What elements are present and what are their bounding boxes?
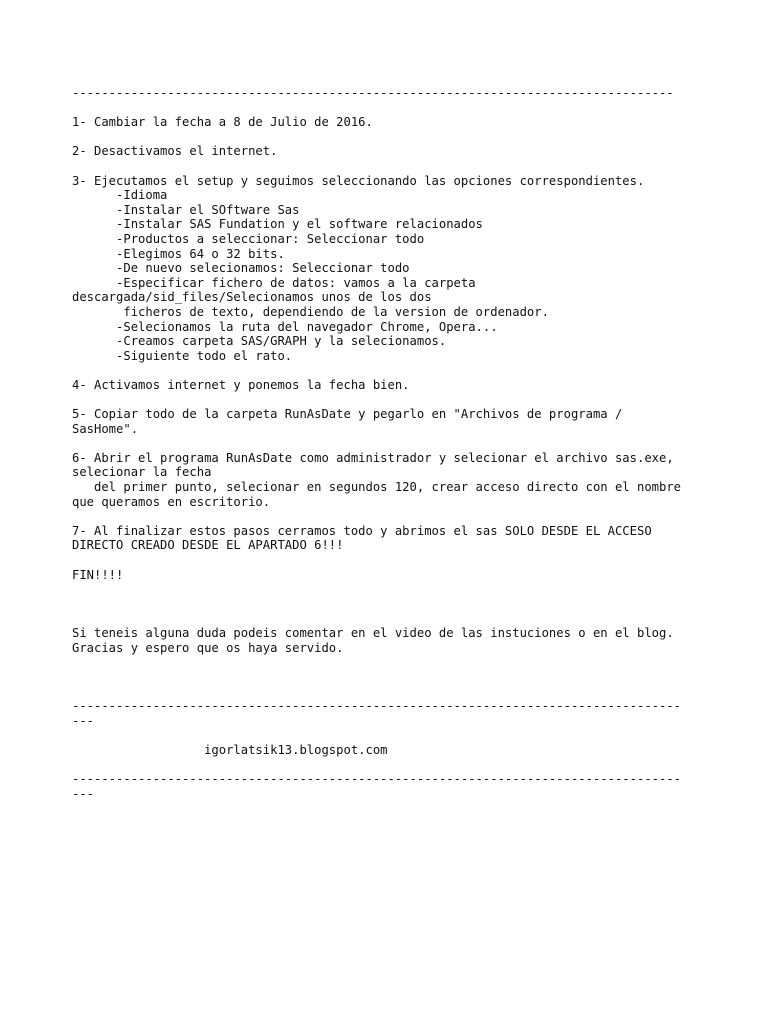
step-3-substep: -Elegimos 64 o 32 bits. [72,246,285,261]
step-3-substep: -Creamos carpeta SAS/GRAPH y la selecionamos. [72,334,447,349]
step-6: 6- Abrir el programa RunAsDate como administrador y selecionar el archivo sas.exe, [72,450,674,465]
blank-line [72,509,712,524]
step-3-substep-continued: descargada/sid_files/Selecionamos unos de los dos [72,290,432,305]
blog-url: igorlatsik13.blogspot.com [72,742,388,757]
divider-bottom-b: ----------------------------------------------------------------------------------- [72,771,682,786]
step-3-substep: -Selecionamos la ruta del navegador Chrome, Opera... [72,319,498,334]
blank-line [72,392,712,407]
step-6-continued: selecionar la fecha [72,465,212,480]
blank-line [72,553,712,568]
step-3-substep-continued: ficheros de texto, dependiendo de la version de ordenador. [72,304,549,319]
blank-line [72,436,712,451]
divider-bottom-b-wrap: --- [72,786,95,801]
blank-line [72,757,712,772]
step-3-substep: -Siguiente todo el rato. [72,348,293,363]
step-6-continued: del primer punto, selecionar en segundos 120, crear acceso directo con el nombre [72,480,682,495]
step-1: 1- Cambiar la fecha a 8 de Julio de 2016. [72,115,373,130]
step-3-substep: -Especificar fichero de datos: vamos a la carpeta [72,275,476,290]
closing-note: Si teneis alguna duda podeis comentar en el video de las instuciones o en el blog. [72,625,674,640]
blank-line [72,159,712,174]
document-body [72,86,712,801]
step-3-substep: -Idioma [72,188,168,203]
step-3-substep: -De nuevo selecionamos: Seleccionar todo [72,261,410,276]
blank-line [72,597,712,612]
closing-note-continued: Gracias y espero que os haya servido. [72,640,344,655]
step-2: 2- Desactivamos el internet. [72,144,278,159]
step-5-continued: SasHome". [72,421,139,436]
step-5: 5- Copiar todo de la carpeta RunAsDate y pegarlo en "Archivos de programa / [72,407,623,422]
divider-top: ---------------------------------------------------------------------------------- [72,86,674,100]
blank-line [72,684,712,699]
divider-bottom-a-wrap: --- [72,713,95,728]
step-3: 3- Ejecutamos el setup y seguimos seleccionando las opciones correspondientes. [72,173,645,188]
fin-text: FIN!!!! [72,567,124,582]
blank-line [72,363,712,378]
blank-line [72,582,712,597]
step-4: 4- Activamos internet y ponemos la fecha bien. [72,377,410,392]
blank-line [72,130,712,145]
blank-line [72,611,712,626]
blank-line [72,670,712,685]
blank-line [72,101,712,116]
step-7: 7- Al finalizar estos pasos cerramos todo y abrimos el sas SOLO DESDE EL ACCESO [72,523,652,538]
step-3-substep: -Instalar el SOftware Sas [72,202,300,217]
step-3-substep: -Instalar SAS Fundation y el software relacionados [72,217,483,232]
divider-bottom-a: ----------------------------------------------------------------------------------- [72,698,682,713]
blank-line [72,728,712,743]
blank-line [72,655,712,670]
step-7-continued: DIRECTO CREADO DESDE EL APARTADO 6!!! [72,538,344,553]
step-6-continued: que queramos en escritorio. [72,494,271,509]
step-3-substep: -Productos a seleccionar: Seleccionar todo [72,231,425,246]
